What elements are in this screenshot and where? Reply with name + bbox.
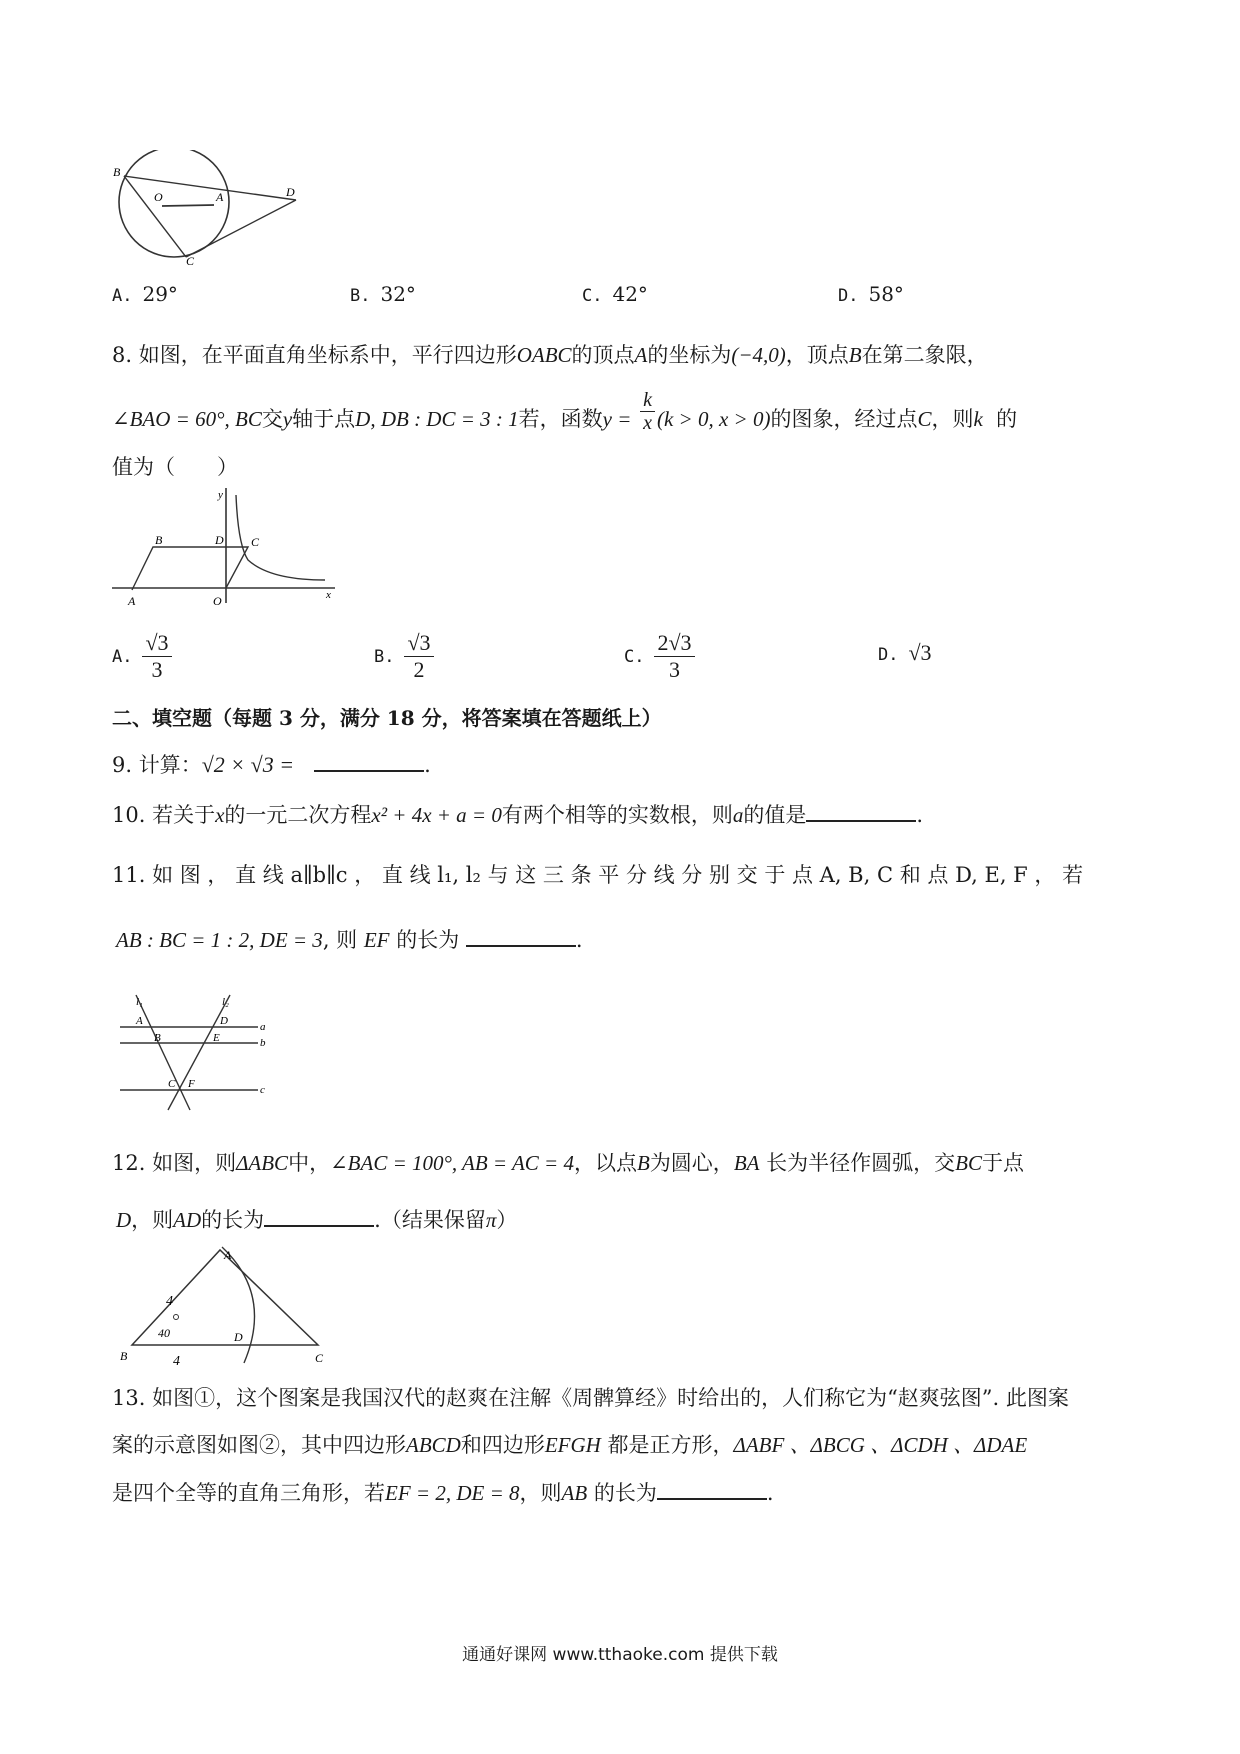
q11-line1: 11. 如 图 ， 直 线 a∥b∥c ， 直 线 l₁, l₂ 与 这 三 条 平 分 线 分 别 交 于 点 A, B, C 和 点 D, E, F ， 若 <box>112 863 1084 887</box>
q11-parallel-lines-figure <box>118 990 278 1115</box>
q11-line-l1 <box>136 995 190 1110</box>
q7-label-a: A <box>216 190 224 204</box>
q13-line3: 是四个全等的直角三角形，若EF = 2, DE = 8，则AB 的长为 . <box>112 1478 774 1508</box>
q11-label-l2: l₂ <box>222 996 229 1008</box>
q11-label-a-line: a <box>260 1021 266 1033</box>
q8-option-c: C. $\frac{2√3}{3}$ <box>624 630 695 683</box>
q8-function-fraction: $\frac{k}{x}$ <box>640 389 655 434</box>
q8-label-d: D <box>215 533 224 547</box>
q12-label-bc-length: 4 <box>173 1354 180 1365</box>
q8-label-x: x <box>326 589 331 601</box>
q7-line-oa <box>162 205 214 206</box>
q12-line1: 12. 如图，则ΔABC中，∠BAC = 100°, AB = AC = 4，以点B为圆心，BA 长为半径作圆弧，交BC于点 <box>112 1151 1024 1175</box>
q8-label-y: y <box>218 489 223 501</box>
q9-answer-blank[interactable] <box>314 750 424 772</box>
q7-option-b: B. 32° <box>350 282 416 306</box>
q13-answer-blank[interactable] <box>657 1478 767 1500</box>
q11-label-b-line: b <box>260 1037 266 1049</box>
q7-option-c: C. 42° <box>582 282 648 306</box>
q11-label-d: D <box>220 1015 228 1027</box>
q11-label-c-point: C <box>168 1078 176 1090</box>
q11-label-e: E <box>213 1032 220 1044</box>
q8-label-a: A <box>128 594 136 608</box>
q7-circle-figure <box>110 150 310 265</box>
section-fill-in-heading: 二、填空题（每题 3 分，满分 18 分，将答案填在答题纸上） <box>112 706 662 730</box>
q12-label-c: C <box>315 1351 324 1365</box>
q12-label-d: D <box>234 1330 243 1344</box>
q12-label-ab-length: 4 <box>166 1294 173 1309</box>
q8-label-c: C <box>251 535 260 549</box>
q11-label-b-point: B <box>154 1032 161 1044</box>
q7-line-cd <box>186 200 296 257</box>
q12-degree-mark <box>174 1315 179 1320</box>
page-footer: 通通好课网 www.tthaoke.com 提供下载 <box>462 1645 778 1665</box>
q8-coordinate-figure <box>110 485 340 610</box>
q12-label-angle: 40 <box>158 1326 170 1340</box>
q12-label-b: B <box>120 1349 128 1363</box>
q11-label-a-point: A <box>136 1015 143 1027</box>
q11-line2: AB : BC = 1 : 2, DE = 3, 则 EF 的长为 . <box>116 925 583 955</box>
q7-option-a: A. 29° <box>112 282 178 306</box>
q8-hyperbola <box>236 495 325 580</box>
q7-line-bc <box>124 176 186 257</box>
q7-label-b: B <box>113 165 121 179</box>
q13-line1: 13. 如图①，这个图案是我国汉代的赵爽在注解《周髀算经》时给出的，人们称它为“赵爽弦图”. 此图案 <box>112 1386 1069 1410</box>
q13-line2: 案的示意图如图②，其中四边形ABCD和四边形EFGH 都是正方形，ΔABF 、ΔBCG 、ΔCDH 、ΔDAE <box>112 1433 1028 1457</box>
q12-line2: D，则AD的长为 .（结果保留π） <box>116 1205 517 1235</box>
q7-label-o: O <box>154 190 163 204</box>
q7-label-c: C <box>186 254 195 265</box>
q8-line1: 8. 如图，在平面直角坐标系中，平行四边形OABC的顶点A的坐标为(−4,0)，顶点B在第二象限， <box>112 343 988 367</box>
q8-option-a: A. $\frac{√3}{3}$ <box>112 630 172 683</box>
q10-answer-blank[interactable] <box>806 800 916 822</box>
q8-option-d: D. √3 <box>878 640 932 665</box>
q11-label-c-line: c <box>260 1084 265 1096</box>
q8-line3: 值为（ ） <box>112 455 238 479</box>
q12-label-a: A <box>224 1248 232 1262</box>
q7-option-d: D. 58° <box>838 282 904 306</box>
q8-parallelogram <box>132 547 248 590</box>
q7-line-bd <box>124 176 296 200</box>
q8-line2: ∠BAO = 60°, BC交y轴于点D, DB : DC = 3 : 1若，函数y = $\frac{k}{x}$ (k > 0, x > 0)的图象，经过点C，则k 的 <box>112 389 1018 434</box>
q11-label-l1: l₁ <box>136 996 143 1008</box>
q11-line-l2 <box>168 995 230 1110</box>
q7-label-d: D <box>286 185 295 199</box>
q12-answer-blank[interactable] <box>264 1205 374 1227</box>
q11-answer-blank[interactable] <box>466 925 576 947</box>
q8-label-o: O <box>213 594 222 608</box>
q9: 9. 计算：√2 × √3 = . <box>112 752 431 777</box>
q10: 10. 若关于x的一元二次方程x² + 4x + a = 0有两个相等的实数根，则a的值是 . <box>112 800 923 830</box>
q12-triangle-figure <box>118 1245 338 1365</box>
q8-label-b: B <box>155 533 163 547</box>
q8-option-b: B. $\frac{√3}{2}$ <box>374 630 434 683</box>
q11-label-f: F <box>188 1078 195 1090</box>
